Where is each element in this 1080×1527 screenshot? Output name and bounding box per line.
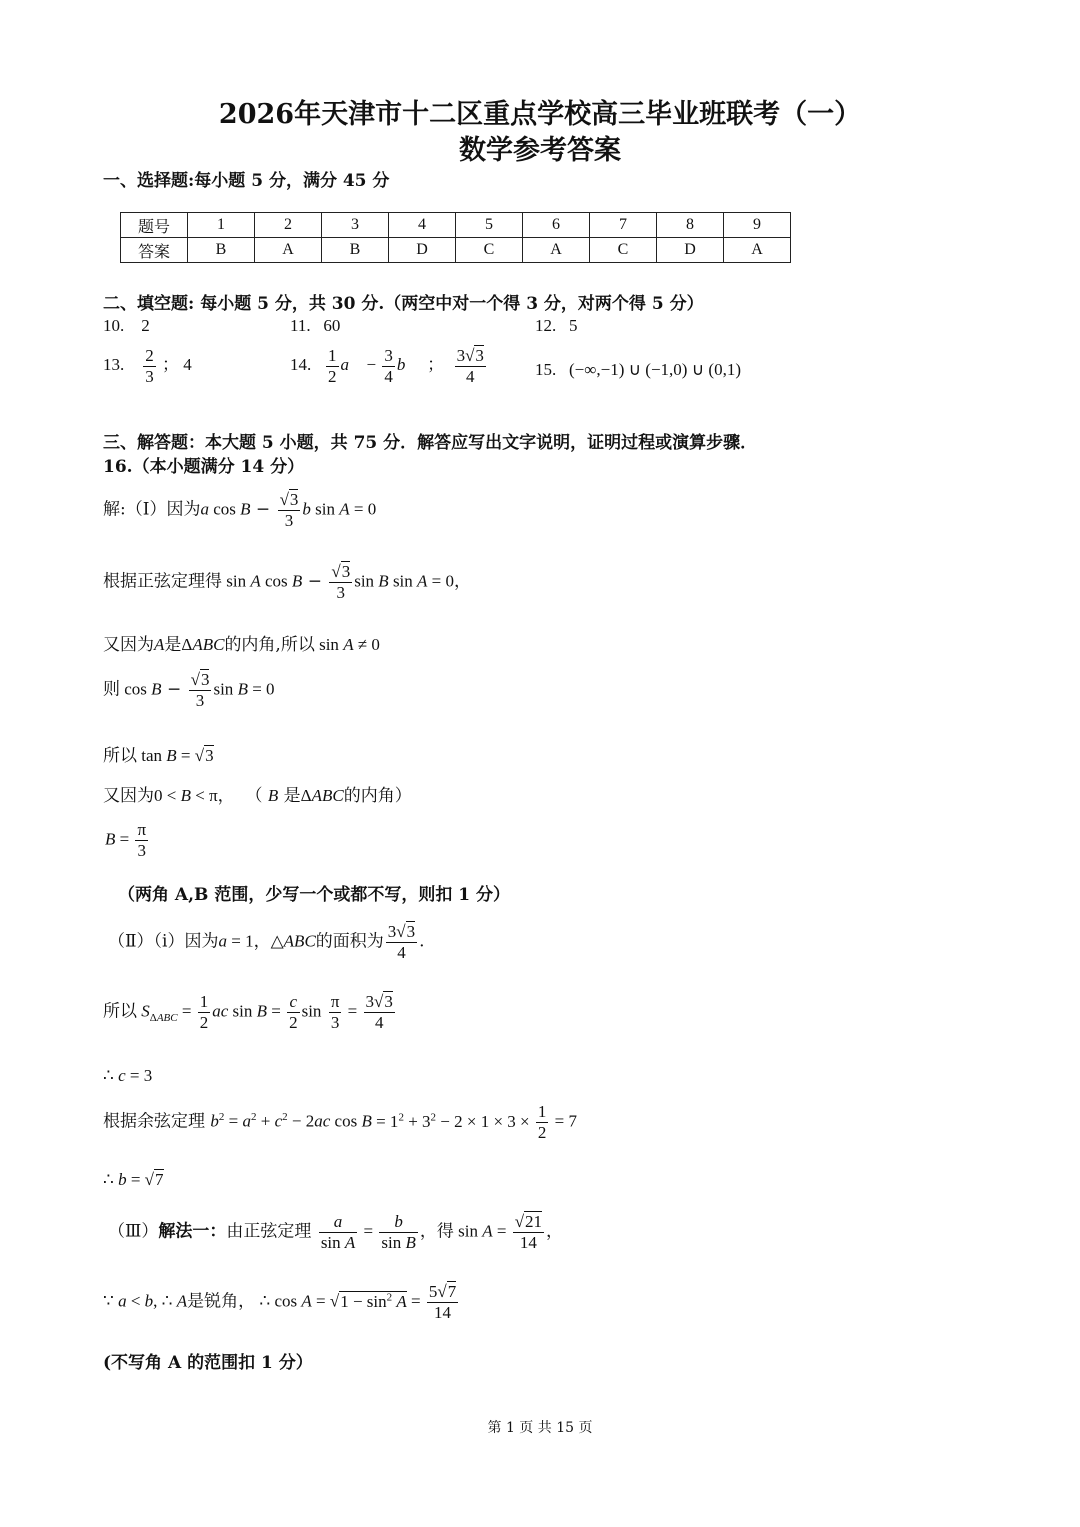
section1-heading: 一、选择题:每小题 5 分，满分 45 分 [103, 171, 390, 191]
fraction: $\frac{c}{2}$ [289, 992, 298, 1032]
step-text: （Ⅱ）（ⅰ）因为 [108, 931, 219, 952]
step-text: 又因为 [103, 786, 154, 806]
answer-value: 5 [569, 316, 578, 335]
table-cell: D [389, 238, 456, 263]
fraction: $\frac{3}{4}$ [384, 346, 393, 386]
step-text: 是 [164, 635, 182, 655]
section3-heading: 三、解答题：本大题 5 小题，共 75 分．解答应写出文字说明，证明过程或演算步骤． [103, 433, 758, 453]
fraction: $\frac{3√3}{4}$ [456, 346, 484, 386]
fraction: $\frac{\pi}{3}$ [137, 820, 147, 860]
fraction: $\frac{\pi}{3}$ [330, 992, 340, 1032]
answer-value: 4 [183, 354, 192, 374]
step-text: 的面积为 [315, 931, 384, 952]
answer-value: 60 [323, 316, 341, 335]
question-number: 10. [103, 316, 125, 335]
separator: ； [162, 354, 179, 374]
table-cell: B [188, 238, 255, 263]
solution-line: 又因为0 < B < π， （ B 是ΔABC的内角） [103, 786, 412, 806]
step-text: 所以 [103, 1001, 137, 1022]
solution-line: （Ⅲ）解法一：由正弦定理 $\frac{a}{\text{sin A}}$ = $\frac{b}{\text{sin B}}$ ，得 sin A = $\frac{√21}{14}$ ， [108, 1212, 564, 1252]
table-row [121, 213, 791, 238]
solution-line: 又因为A是ΔABC的内角,所以 sin A ≠ 0 [103, 635, 380, 655]
answer-table [120, 212, 791, 263]
step-text: 由正弦定理 [226, 1221, 312, 1242]
solution-line: ∵ a < b, ∴ A是锐角， ∴ $\cos A = √1 - \sin^2 A$ = $\frac{5√7}{14}$ [103, 1282, 457, 1322]
step-text: 根据余弦定理 [103, 1111, 205, 1132]
fraction: $\frac{3√3}{4}$ [387, 922, 416, 962]
solution-line: （Ⅱ）（ⅰ）因为a = 1，△ABC的面积为 $\frac{3√3}{4}$ . [108, 922, 425, 962]
solution-line: 根据余弦定理 $b^2 = a^2 + c^2 - 2ac$ $\cos B = 1^2 + 3^2 - 2 \times 1 \times 3$ × $\frac{1}{2}$ = 7 [103, 1102, 577, 1142]
solution-line: 解:（Ⅰ）因为a cos B − $\frac{√3}{3}$ b sin A = 0 [103, 490, 377, 530]
table-cell: A [724, 238, 791, 263]
question-number: 15. [535, 360, 557, 379]
fraction: $\frac{1}{2}$ [199, 992, 209, 1032]
page-title: 2026年天津市十二区重点学校高三毕业班联考（一） [218, 99, 862, 130]
separator: ； [427, 354, 445, 374]
table-cell: 4 [389, 213, 456, 238]
solution-line: 所以 tan B = √3 [103, 746, 214, 766]
page-number: 第 1 页 共 15 页 [487, 1420, 593, 1436]
solution-line: ∴ b = √7 [103, 1170, 164, 1189]
method-label: 解法一： [158, 1221, 227, 1242]
answer-q13 [103, 346, 192, 386]
table-cell: A [255, 238, 322, 263]
page-subtitle: 数学参考答案 [459, 135, 621, 166]
answer-value: (−∞,−1) ∪ (−1,0) ∪ (0,1) [569, 360, 741, 379]
step-text: 又因为 [103, 635, 154, 655]
table-row [121, 238, 791, 263]
step-text: 的内角） [343, 786, 412, 806]
answer-q10 [103, 316, 150, 336]
table-cell: 9 [724, 213, 791, 238]
answer-q11 [290, 316, 340, 336]
q16-heading: 16.（本小题满分 14 分） [103, 457, 305, 477]
question-number: 12. [535, 316, 557, 335]
solution-line: B = $\frac{\pi}{3}$ [105, 820, 147, 860]
solution-line: 所以 $S_{\Delta ABC}$ = $\frac{1}{2}$ ac sin B = $\frac{c}{2}$ sin $\frac{\pi}{3}$ = $\frac{3√3}{4}$ [103, 992, 393, 1032]
step-text: 的内角,所以 [224, 635, 315, 655]
question-number: 14. [290, 354, 312, 374]
answer-value: 2 [141, 316, 150, 335]
step-text: （Ⅲ） [108, 1221, 159, 1242]
step-text: 根据正弦定理得 [103, 571, 222, 592]
fraction: $\frac{√21}{14}$ [514, 1212, 543, 1252]
solution-line: 根据正弦定理得 sin A cos B − $\frac{√3}{3}$ sin B sin A = 0， [103, 562, 472, 602]
table-cell: 8 [657, 213, 724, 238]
table-cell: 题号 [121, 213, 188, 238]
table-cell: 3 [322, 213, 389, 238]
solution-line: ∴ c = 3 [103, 1066, 153, 1085]
fraction: $\frac{√3}{3}$ [279, 490, 299, 530]
fraction: $\frac{√3}{3}$ [331, 562, 351, 602]
answer-q15 [535, 360, 741, 380]
step-text: 是锐角， [187, 1291, 256, 1312]
question-number: 13. [103, 354, 125, 374]
table-cell: B [322, 238, 389, 263]
table-cell: 答案 [121, 238, 188, 263]
table-cell: C [590, 238, 657, 263]
fraction: $\frac{a}{\text{sin A}}$ [320, 1212, 356, 1252]
fraction: $\frac{√3}{3}$ [190, 670, 210, 710]
fraction: $\frac{b}{\text{sin B}}$ [381, 1212, 416, 1252]
fraction: $\frac{1}{2}$ [328, 346, 337, 386]
step-text: 所以 [103, 746, 137, 766]
step-text: ，得 [419, 1221, 454, 1242]
table-cell: 5 [456, 213, 523, 238]
table-cell: 6 [523, 213, 590, 238]
fraction: $\frac{5√7}{14}$ [428, 1282, 457, 1322]
fraction: $\frac{3√3}{4}$ [365, 992, 393, 1032]
table-cell: C [456, 238, 523, 263]
table-cell: 2 [255, 213, 322, 238]
solution-line: 则 cos B − $\frac{√3}{3}$ sin B = 0 [103, 670, 275, 710]
answer-q12 [535, 316, 578, 336]
table-cell: 7 [590, 213, 657, 238]
section2-heading: 二、填空题: 每小题 5 分，共 30 分.（两空中对一个得 3 分，对两个得 5 分） [103, 294, 704, 314]
step-text: 是 [283, 786, 301, 806]
fraction: $\frac{1}{2}$ [537, 1102, 547, 1142]
deduction-note: (不写角 A 的范围扣 1 分） [103, 1353, 313, 1373]
fraction: $\frac{2}{3}$ [145, 346, 154, 386]
table-cell: D [657, 238, 724, 263]
step-text: 则 [103, 679, 120, 700]
table-cell: 1 [188, 213, 255, 238]
deduction-note: （两角 A,B 范围，少写一个或都不写，则扣 1 分） [118, 885, 510, 905]
step-text: 解:（Ⅰ）因为 [103, 499, 201, 520]
answer-q14: 14. $\frac{1}{2}$ a⃗ − $\frac{3}{4}$ b⃗ ； $\frac{3√3}{4}$ [290, 346, 484, 386]
table-cell: A [523, 238, 590, 263]
question-number: 11. [290, 316, 311, 335]
